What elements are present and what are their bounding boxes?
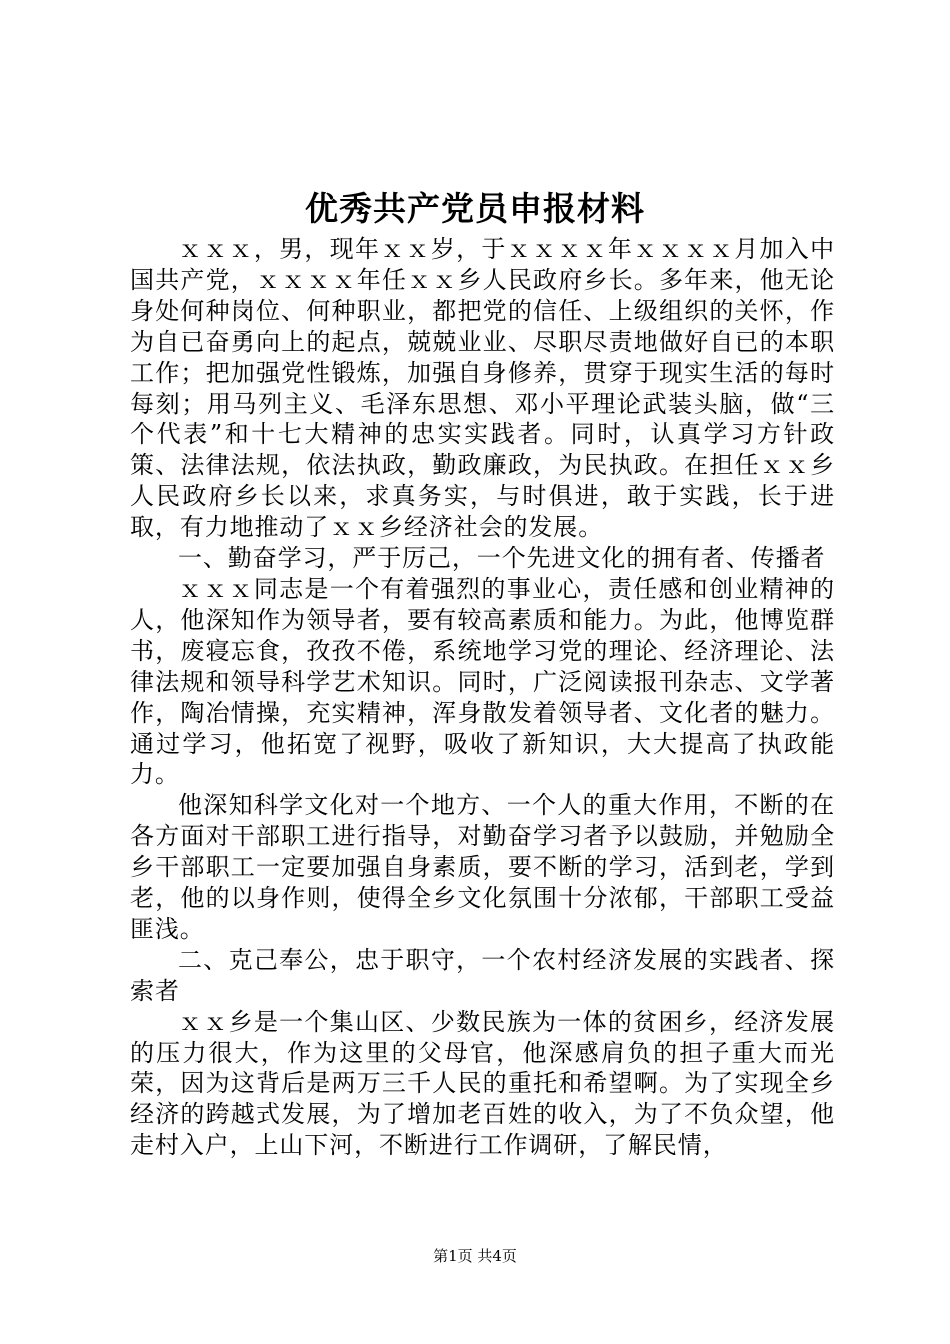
paragraph-study: ｘｘｘ同志是一个有着强烈的事业心，责任感和创业精神的人，他深知作为领导者，要有较高素质和能力。为此，他博览群书，废寝忘食，孜孜不倦，系统地学习党的理论、经济理论、法律法规和领导科学艺术知识。同时，广泛阅读报刊杂志、文学著作，陶冶情操，充实精神，浑身散发着领导者、文化者的魅力。通过学习，他拓宽了视野，吸收了新知识，大大提高了执政能力。 [130, 574, 835, 789]
paragraph-intro: ｘｘｘ，男，现年ｘｘ岁，于ｘｘｘｘ年ｘｘｘｘ月加入中国共产党，ｘｘｘｘ年任ｘｘ乡人民政府乡长。多年来，他无论身处何种岗位、何种职业，都把党的信任、上级组织的关怀，作为自已奋勇向上的起点，兢兢业业、尽职尽责地做好自已的本职工作；把加强党性锻炼，加强自身修养，贯穿于现实生活的每时每刻；用马列主义、毛泽东思想、邓小平理论武装头脑，做“三个代表”和十七大精神的忠实实践者。同时，认真学习方针政策、法律法规，依法执政，勤政廉政，为民执政。在担任ｘｘ乡人民政府乡长以来，求真务实，与时俱进，敢于实践，长于进取，有力地推动了ｘｘ乡经济社会的发展。 [130, 235, 835, 542]
page-footer: 第1页 共4页 [433, 1247, 517, 1265]
section-heading-1: 一、勤奋学习，严于厉己，一个先进文化的拥有者、传播者 [178, 544, 826, 573]
paragraph-economy: ｘｘ乡是一个集山区、少数民族为一体的贫困乡，经济发展的压力很大，作为这里的父母官，他深感肩负的担子重大而光荣，因为这背后是两万三千人民的重托和希望啊。为了实现全乡经济的跨越式发展，为了增加老百姓的收入，为了不负众望，他走村入户，上山下河，不断进行工作调研，了解民情， [130, 1007, 835, 1160]
section-heading-2: 二、克己奉公，忠于职守，一个农村经济发展的实践者、探索者 [130, 945, 835, 1005]
paragraph-culture: 他深知科学文化对一个地方、一个人的重大作用，不断的在各方面对干部职工进行指导，对勤奋学习者予以鼓励，并勉励全乡干部职工一定要加强自身素质，要不断的学习，活到老，学到老，他的以身作则，使得全乡文化氛围十分浓郁，干部职工受益匪浅。 [130, 791, 835, 943]
document-body [130, 234, 835, 1161]
document-title: 优秀共产党员申报材料 [305, 189, 645, 228]
